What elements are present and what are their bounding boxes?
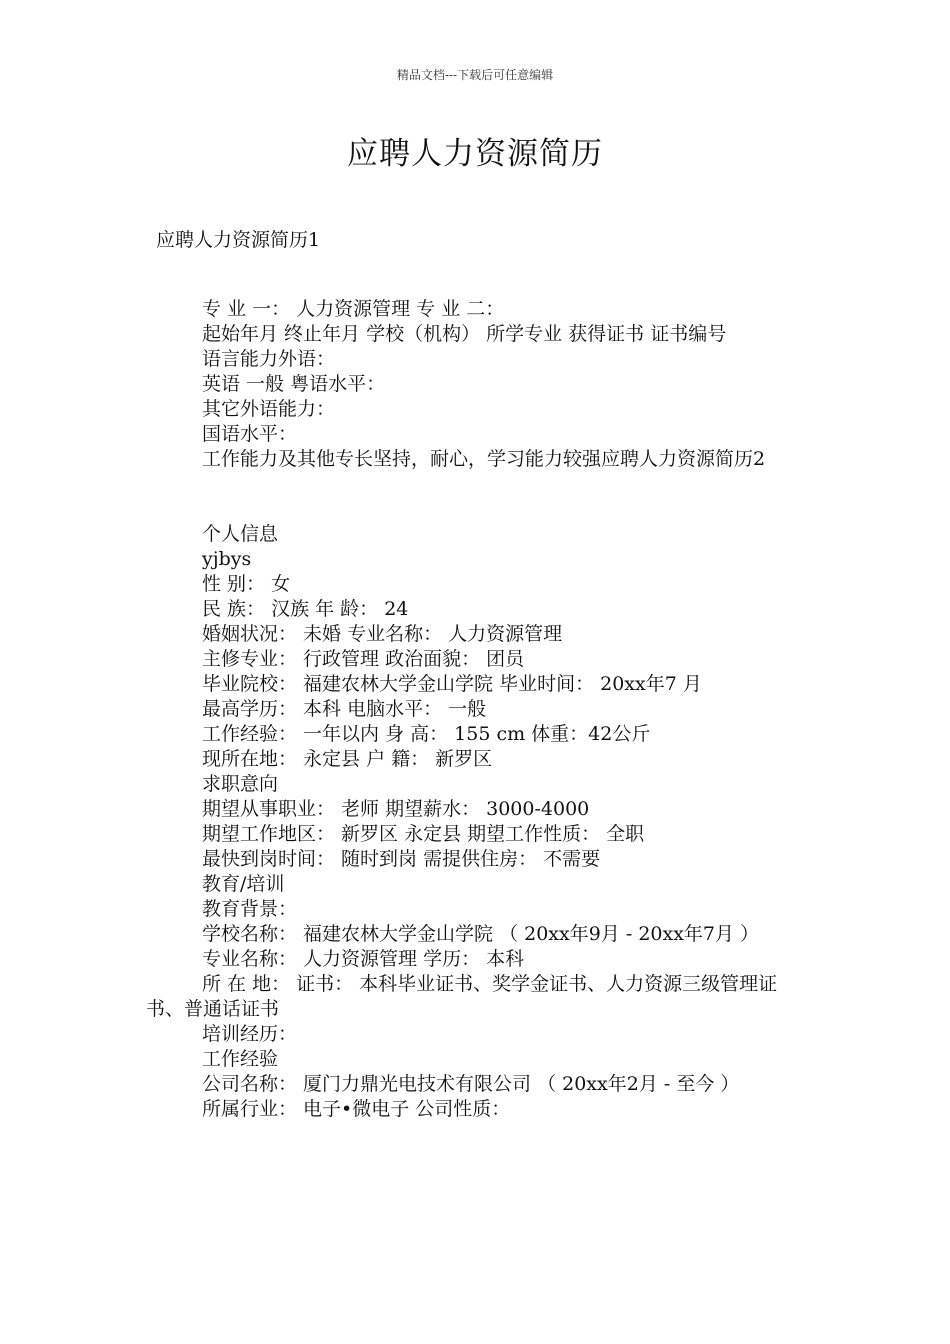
paragraph: 国语水平： (202, 423, 298, 445)
paragraph: 最高学历： 本科 电脑水平： 一般 (202, 698, 487, 720)
resume-body (146, 297, 806, 1122)
paragraph: 工作能力及其他专长坚持，耐心，学习能力较强应聘人力资源简历2 (202, 448, 766, 470)
paragraph: 起始年月 终止年月 学校（机构） 所学专业 获得证书 证书编号 (202, 323, 727, 345)
paragraph: 所 在 地： 证书： 本科毕业证书、奖学金证书、人力资源三级管理证书、普通话证书 (146, 973, 778, 1020)
header-note: 精品文档---下载后可任意编辑 (396, 68, 554, 82)
paragraph: 公司名称： 厦门力鼎光电技术有限公司 （ 20xx年2月 - 至今 ） (202, 1073, 740, 1095)
paragraph: 培训经历： (202, 1023, 298, 1045)
paragraph: 现所在地： 永定县 户 籍： 新罗区 (202, 748, 493, 770)
paragraph: 专业名称： 人力资源管理 学历： 本科 (202, 948, 525, 970)
paragraph: 其它外语能力： (202, 398, 336, 420)
paragraph: 教育背景： (202, 898, 298, 920)
paragraph: 最快到岗时间： 随时到岗 需提供住房： 不需要 (202, 848, 601, 870)
paragraph: 性 别： 女 (202, 573, 291, 595)
paragraph: yjbys (202, 548, 252, 570)
paragraph: 期望工作地区： 新罗区 永定县 期望工作性质： 全职 (202, 823, 645, 845)
document-title: 应聘人力资源简历 (347, 136, 603, 172)
paragraph: 教育/培训 (202, 873, 285, 895)
section-gap (146, 472, 806, 522)
paragraph: 民 族： 汉族 年 龄： 24 (202, 598, 409, 620)
paragraph: 学校名称： 福建农林大学金山学院 （ 20xx年9月 - 20xx年7月 ） (202, 923, 760, 945)
paragraph: 主修专业： 行政管理 政治面貌： 团员 (202, 648, 525, 670)
paragraph: 毕业院校： 福建农林大学金山学院 毕业时间： 20xx年7 月 (202, 673, 702, 695)
paragraph: 语言能力外语： (202, 348, 336, 370)
paragraph: 工作经验 (202, 1048, 279, 1070)
paragraph: 期望从事职业： 老师 期望薪水： 3000-4000 (202, 798, 590, 820)
section-heading: 应聘人力资源简历1 (156, 229, 321, 251)
paragraph: 求职意向 (202, 773, 279, 795)
paragraph: 婚姻状况： 未婚 专业名称： 人力资源管理 (202, 623, 563, 645)
paragraph: 所属行业： 电子•微电子 公司性质： (202, 1098, 511, 1120)
paragraph: 工作经验： 一年以内 身 高： 155 cm 体重：42公斤 (202, 723, 651, 745)
paragraph: 英语 一般 粤语水平： (202, 373, 386, 395)
paragraph: 个人信息 (202, 523, 279, 545)
paragraph: 专 业 一： 人力资源管理 专 业 二： (202, 298, 505, 320)
